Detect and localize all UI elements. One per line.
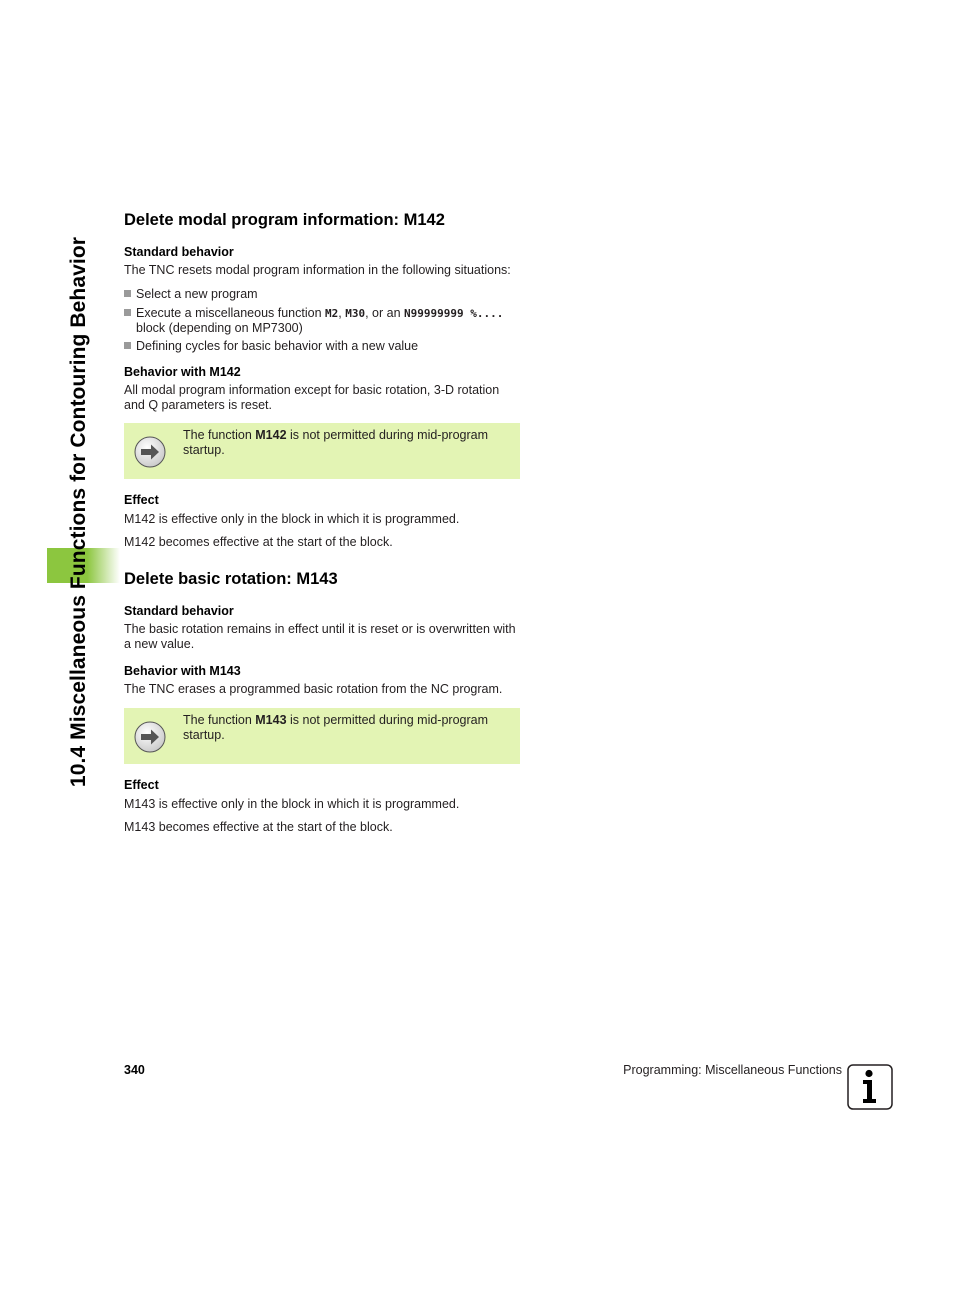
paragraph-standard-behavior: The basic rotation remains in effect until it is reset or is overwritten with a new value. (124, 622, 516, 651)
note-box-m143 (124, 708, 520, 764)
paragraph-behavior-m143: The TNC erases a programmed basic rotation from the NC program. (124, 682, 503, 696)
note-box-m142 (124, 423, 520, 479)
paragraph-effect-1: M142 is effective only in the block in which it is programmed. (124, 512, 460, 526)
section-heading-m143: Delete basic rotation: M143 (124, 570, 338, 588)
bullet-square-icon (124, 290, 131, 297)
paragraph-effect-2: M142 becomes effective at the start of the block. (124, 535, 393, 549)
footer-chapter-title: Programming: Miscellaneous Functions (623, 1063, 842, 1077)
chapter-side-title-text: 10.4 Miscellaneous Functions for Contouring Behavior (67, 236, 90, 788)
code-m2: M2 (325, 307, 339, 320)
list-item-text: Defining cycles for basic behavior with a new value (136, 339, 419, 353)
list-item (124, 306, 524, 336)
subheading-standard-behavior: Standard behavior (124, 604, 234, 618)
paragraph-standard-behavior: The TNC resets modal program information in the following situations: (124, 263, 511, 277)
subheading-behavior-m143: Behavior with M143 (124, 664, 241, 678)
list-item-text: Select a new program (136, 287, 258, 301)
bullet-square-icon (124, 309, 131, 316)
note-text: The function M142 is not permitted during mid-program startup. (183, 428, 489, 457)
subheading-standard-behavior: Standard behavior (124, 245, 234, 259)
code-m30: M30 (345, 307, 366, 320)
arrow-right-circle-icon (134, 721, 166, 753)
code-n-block: N99999999 %.... (404, 307, 504, 320)
subheading-effect: Effect (124, 778, 159, 792)
subheading-behavior-m142: Behavior with M142 (124, 365, 241, 379)
arrow-right-circle-icon (134, 436, 166, 468)
paragraph-effect-2: M143 becomes effective at the start of the block. (124, 820, 393, 834)
section-heading-m142: Delete modal program information: M142 (124, 211, 445, 229)
subheading-effect: Effect (124, 493, 159, 507)
list-item-text: Execute a miscellaneous function M2, M30, or an N99999999 %.... block (depending on MP7300) (136, 306, 504, 335)
paragraph-effect-1: M143 is effective only in the block in which it is programmed. (124, 797, 460, 811)
paragraph-behavior-m142: All modal program information except for basic rotation, 3-D rotation and Q parameters is reset. (124, 383, 500, 412)
bullet-square-icon (124, 342, 131, 349)
info-icon (847, 1064, 893, 1110)
note-text: The function M143 is not permitted during mid-program startup. (183, 713, 489, 742)
page-number: 340 (124, 1063, 145, 1077)
